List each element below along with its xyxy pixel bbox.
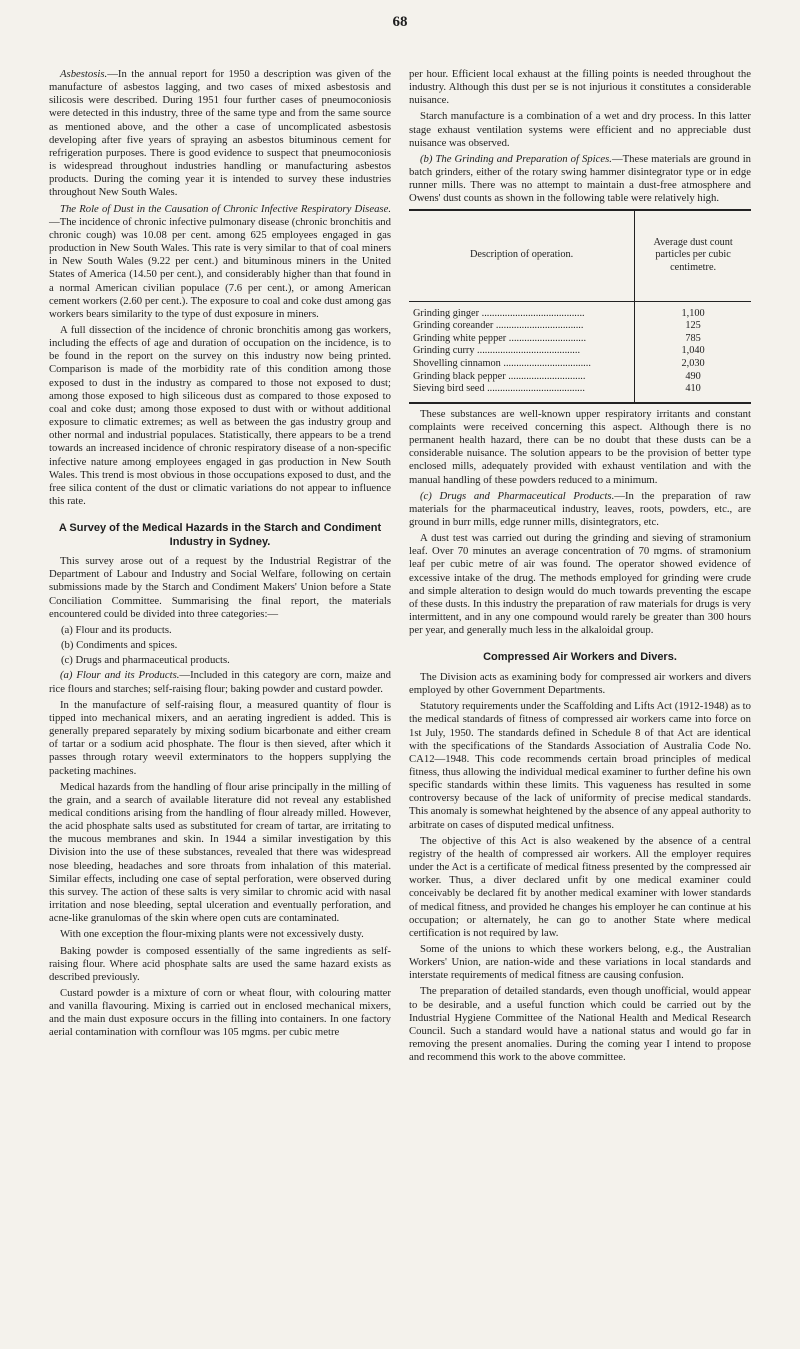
table-row — [409, 320, 751, 333]
custard-powder-paragraph: Custard powder is a mixture of corn or wheat flour, with colouring matter and vanilla flavouring. Mixing is carried out in enclosed mechanical mixers, and the main dust exposure occurs in the filling into containers. In one factory aerial contamination with cornflour was 105 mgms. per cubic metre — [49, 987, 391, 1039]
operation-name: Grinding white pepper .............................. — [409, 333, 635, 346]
dust-count-value: 410 — [685, 383, 701, 395]
page-number: 68 — [392, 14, 408, 30]
table-row — [409, 383, 751, 403]
division-paragraph: The Division acts as examining body for compressed air workers and divers employed by other Government Departments. — [409, 670, 751, 697]
table-row — [409, 301, 751, 320]
compressed-air-heading: Compressed Air Workers and Divers. — [483, 651, 677, 664]
dust-count-value: 125 — [685, 320, 701, 332]
flour-paragraph: (a) Flour and its Products.—Included in this category are corn, maize and rice flours and starches; self-raising flour; baking powder and custard powder. — [49, 669, 391, 695]
baking-powder-paragraph: Baking powder is composed essentially of the same ingredients as self-raising flour. Where acid phosphate salts are used the same hazard exists as described previously. — [49, 944, 391, 983]
category-item: (a) Flour and its products. — [61, 623, 172, 636]
asbestosis-paragraph: Asbestosis.—In the annual report for 1950 a description was given of the manufacture of asbestos lagging, and two cases of mixed asbestosis and silicosis were described. During 1951 four further cases of pneumoconiosis were detected in this industry, three of the same type and from the same source as mentioned above, and the other a case of uncomplicated asbestosis developing after five years of spraying an asbestos bituminous cement for refrigeration purposes. There is good evidence to suspect that pneumoconiosis is widespread throughout industries handling or manufacturing asbestos products. During the coming year it is intended to survey these industries throughout New South Wales. — [49, 68, 391, 199]
spices-paragraph: (b) The Grinding and Preparation of Spices.—These materials are ground in batch grinders, either of the rotary swing hammer disintegrator type or in edge runner mills. There was no attempt to maintain a dust-free atmosphere and Owens' dust counts as shown in the following table were relatively high. — [409, 152, 752, 205]
self-raising-paragraph: In the manufacture of self-raising flour, a measured quantity of flour is tipped into mechanical mixers, and an aerating ingredient is added. This is generally prepared separately by mixing sodium bicarbonate and either cream of tartar or a sodium acid phosphate. The flour is then sieved, after which it passes through rotary weevil exterminators to the hoppers supplying the packeting machines. — [49, 698, 391, 777]
table-row — [409, 371, 751, 384]
irritants-paragraph: These substances are well-known upper respiratory irritants and constant complaints were received concerning this aspect. Although there is no permanent health hazard, there can be no doubt that these dusts can be a considerable nuisance. The solution appears to be the provision of better type enclosed mills, adequately provided with exhaust ventilation and with the manual handling of these powders reduced to a minimum. — [409, 407, 751, 486]
operation-name: Grinding ginger ........................................ — [409, 301, 635, 320]
dust-role-lead: The Role of Dust in the Causation of Chronic Infective Respiratory Disease. — [60, 202, 391, 215]
stramonium-paragraph: A dust test was carried out during the grinding and sieving of stramonium leaf. Over 70 minutes an average concentration of 70 mgms. of stramonium leaf per cubic metre of air was found. The operator showed evidence of excessive intake of the drug. The methods employed for grinding were crude and simple alteration to design would do much towards preventing the escape of these dusts. In this industry the preparation of raw materials for drugs is very intermittent, and in any one compound would rarely be greater than 300 hours per year, and generally much less in the alkaloidal group. — [409, 532, 751, 637]
category-item: (b) Condiments and spices. — [61, 639, 178, 652]
operation-name: Grinding curry ........................................ — [409, 345, 635, 358]
asbestosis-lead: Asbestosis. — [60, 68, 108, 80]
flour-lead: (a) Flour and its Products. — [60, 669, 180, 682]
dust-role-paragraph: The Role of Dust in the Causation of Chronic Infective Respiratory Disease.—The incidence of chronic infective pulmonary disease (chronic bronchitis and chronic cough) was 10.08 per cent. among 625 employees engaged in gas production in New South Wales. This rate is very similar to that of coal miners in New South Wales (9.22 per cent.) and bituminous miners in the United States of America (14.50 per cent.), and considerably higher than that found in a normal American civilian populace (7.6 per cent.), or among American cement workers (2.60 per cent.). The exposure to coal and coke dust among gas workers bears similarity to the type of dust exposure in miners. — [49, 202, 391, 320]
left-column — [49, 68, 391, 1043]
dust-count-value: 1,040 — [681, 345, 705, 357]
drugs-lead: (c) Drugs and Pharmaceutical Products. — [420, 489, 615, 502]
table-header-count: Average dust count particles per cubic centimetre. — [635, 210, 751, 302]
dust-count-value: 2,030 — [681, 357, 705, 369]
operation-name: Grinding coreander .................................. — [409, 320, 635, 333]
objective-paragraph: The objective of this Act is also weakened by the absence of a central registry of the health of compressed air workers. All the employer requires under the Act is a certificate of medical fitness presented by the compressed air worker. Thus, a diver declared unfit by one medical examiner could conceivably be declared fit by another medical examiner with lower standards of medical fitness, and provided he changes his employer he can continue at his occupation; or alternately, he can go to another State where medical certification is not required by law. — [409, 834, 751, 939]
medical-hazards-paragraph: Medical hazards from the handling of flour arise principally in the milling of the grain, and a search of available literature did not reveal any established medical conditions arising from the handling of flour already milled. However, the acid phosphate salts used as substituted for cream of tartar, are irritating to the mucous membranes and skin. In 1944 a similar investigation by this Division into the use of these substances, revealed that there was widespread nose bleeding, headaches and sore throats from inhalation of this material. Similar effects, including one case of septal perforation, were observed during this survey. The action of these salts is very similar to chromic acid with nasal irritation and nose bleeding, septal ulceration and eventually perforation, and acne-like granulomas of the skin where open cuts are contaminated. — [49, 780, 391, 925]
drugs-paragraph: (c) Drugs and Pharmaceutical Products.—In the preparation of raw materials for the pharmaceutical industry, leaves, roots, powders, etc., are ground in burr mills, edge runner mills, disintegrators, etc. — [409, 489, 752, 528]
table-row — [409, 345, 751, 358]
starch-paragraph: Starch manufacture is a combination of a wet and dry process. In this latter stage exhaust ventilation systems were efficient and no appreciable dust nuisance was observed. — [409, 110, 751, 149]
survey-intro-paragraph: This survey arose out of a request by the Industrial Registrar of the Department of Labour and Industry and Social Welfare, following on certain submissions made by the Starch and Condiment Makers' Union before a State Conciliation Committee. Summarising the final report, the materials encountered could be divided into three categories:— — [49, 555, 391, 620]
category-list — [49, 624, 391, 667]
right-column — [409, 68, 751, 1067]
operation-name: Shovelling cinnamon .................................. — [409, 358, 635, 371]
dust-count-value: 785 — [685, 332, 701, 344]
statutory-paragraph: Statutory requirements under the Scaffolding and Lifts Act (1912-1948) as to the medical standards of fitness of compressed air workers came into force on 1st July, 1950. The standards defined in Schedule 8 of that Act are identical with the specifications of the Standards Association of Australia Code No. CA12—1948. This code recommends certain broad principles of medical fitness, thus allowing the individual medical examiner to further define his own specific standards within these limits. This vagueness has resulted in some controversy because of the lack of uniformity of precise medical standards. This anomaly is somewhat heightened by the absence of any appeal authority to arbitrate on cases of disputed medical unfitness. — [409, 700, 751, 831]
flour-mixing-paragraph: With one exception the flour-mixing plants were not excessively dusty. — [60, 928, 364, 941]
starch-survey-heading: A Survey of the Medical Hazards in the Starch and Condiment Industry in Sydney. — [58, 522, 382, 548]
spices-lead: (b) The Grinding and Preparation of Spices. — [420, 152, 612, 165]
unions-paragraph: Some of the unions to which these workers belong, e.g., the Australian Workers' Union, are nation-wide and these variations in local standards and interstate requirements of medical fitness are causing confusion. — [409, 943, 751, 982]
operation-name: Grinding black pepper .............................. — [409, 371, 635, 384]
table-row — [409, 358, 751, 371]
category-item: (c) Drugs and pharmaceutical products. — [61, 654, 230, 667]
dust-count-value: 490 — [685, 370, 701, 382]
bronchitis-paragraph: A full dissection of the incidence of chronic bronchitis among gas workers, including the effects of age and duration of occupation on the incidence, is to be found in the report on the survey on this industry now being printed. Comparison is made of the morbidity rate of this condition among those exposed to dust in the industry as compared to those not exposed to dust; among those exposed to high siliceous dust as compared to those exposed to coal and coke dust; among those exposed to dust with or without additional exposure to climatic extremes; as well as between the gas industry group and other normal and industrial populaces. Statistically, there appears to be a trend towards an increased incidence of chronic respiratory disease of a non-specific infective nature among employees engaged in gas production in New South Wales. This trend is most obvious in those occupations exposed to dust, and the free silica content of the dust or climatic variations do not appear to influence this rate. — [49, 323, 391, 507]
dust-count-value: 1,100 — [681, 307, 705, 319]
exhaust-paragraph: per hour. Efficient local exhaust at the filling points is needed throughout the industry. Although this dust per se is not injurious it constitutes a considerable nuisance. — [409, 68, 751, 107]
standards-paragraph: The preparation of detailed standards, even though unofficial, would appear to be desirable, and a useful function which could be carried out by the Industrial Hygiene Committee of the National Health and Medical Research Council. Such a standard would have a national status and would go far in removing the present anomalies. During the coming year I intend to propose and recommend this work to the above committee. — [409, 985, 751, 1064]
table-row — [409, 333, 751, 346]
operation-name: Sieving bird seed ...................................... — [409, 383, 635, 403]
table-header-row — [409, 210, 751, 302]
dust-count-table — [409, 209, 751, 404]
table-header-description: Description of operation. — [409, 210, 635, 302]
